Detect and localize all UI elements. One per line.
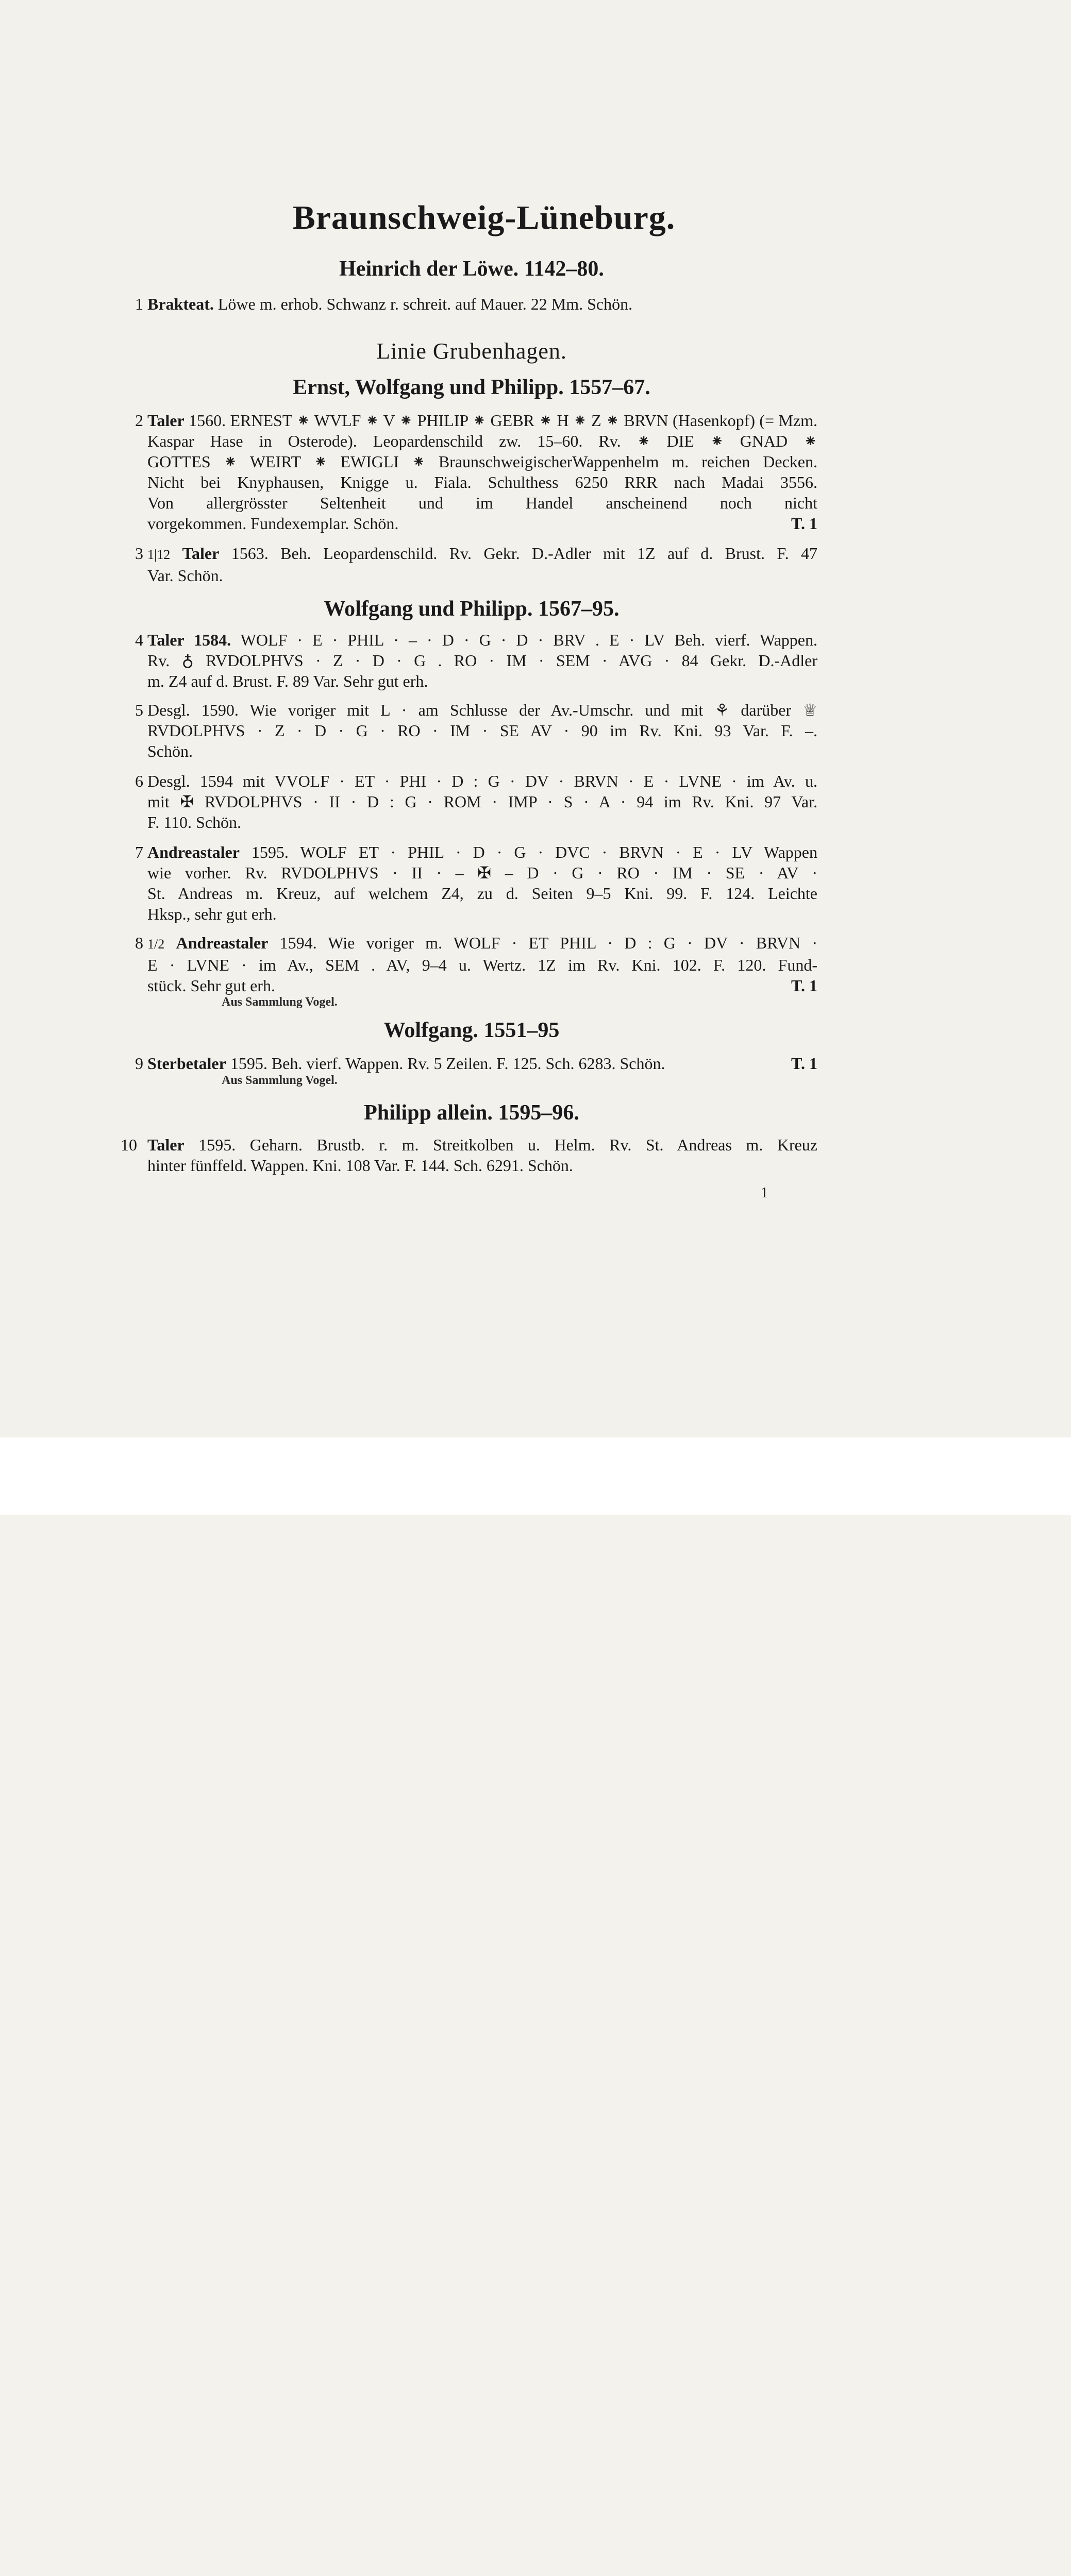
folio-number: 1: [761, 1185, 768, 1201]
catalog-entry-4: [118, 630, 817, 691]
catalog-entry-3: [118, 543, 817, 586]
entry-text: F. 110. Schön.: [147, 813, 242, 832]
entry-text: 1563. Beh. Leopardenschild. Rv. Gekr. D.-Adler mit 1Z auf d. Brust. F. 47: [231, 544, 818, 563]
entry-text: Kaspar Hase in Osterode). Leopardenschild zw. 15–60. Rv. ⁕ DIE ⁕ GNAD ⁕: [147, 432, 817, 450]
section-heading: Wolfgang. 1551–95: [383, 1019, 560, 1042]
entry-number: 6: [135, 772, 143, 790]
catalog-entry-5: [118, 700, 817, 761]
entry-number: 5: [135, 701, 143, 719]
entry-lead: Taler: [147, 1136, 185, 1154]
catalog-entry-9: [118, 1053, 817, 1074]
section-heading: Linie Grubenhagen.: [376, 338, 567, 364]
entry-text: mit ✠ RVDOLPHVS · II · D : G · ROM · IMP · S · A · 94 im Rv. Kni. 97 Var.: [147, 792, 817, 811]
catalog-entry-8: [118, 933, 817, 996]
section-heading: Philipp allein. 1595–96.: [364, 1101, 579, 1125]
fraction: 1|12: [147, 547, 171, 562]
entry-text: 1594. Wie voriger m. WOLF · ET PHIL · D : G · DV · BRVN ·: [279, 934, 818, 952]
entry-lead: Brakteat.: [147, 295, 214, 313]
entry-text: 1560. ERNEST ⁕ WVLF ⁕ V ⁕ PHILIP ⁕ GEBR ⁕ H ⁕ Z ⁕ BRVN (Hasenkopf) (= Mzm.: [189, 411, 818, 430]
section-heading: Ernst, Wolfgang und Philipp. 1557–67.: [293, 376, 650, 399]
entry-text: m. Z4 auf d. Brust. F. 89 Var. Sehr gut erh.: [147, 672, 428, 690]
entry-text: Var. Schön.: [147, 566, 223, 585]
entry-number: 7: [135, 843, 143, 861]
entry-lead: Taler: [147, 411, 185, 430]
entry-text: Nicht bei Knyphausen, Knigge u. Fiala. Schulthess 6250 RRR nach Madai 3556.: [147, 473, 817, 492]
section-heading: Heinrich der Löwe. 1142–80.: [339, 257, 604, 281]
section-heading: Wolfgang und Philipp. 1567–95.: [324, 597, 620, 621]
entry-lead: Sterbetaler: [147, 1054, 226, 1073]
entry-text: Desgl. 1594 mit VVOLF · ET · PHI · D : G · DV · BRVN · E · LVNE · im Av. u.: [147, 772, 817, 790]
entry-text: Von allergrösster Seltenheit und im Handel anscheinend noch nicht: [147, 494, 817, 512]
entry-text: vorgekommen. Fundexemplar. Schön.: [147, 514, 399, 533]
catalog-entry-1: [118, 294, 817, 314]
entry-lead: Taler 1584.: [147, 631, 231, 649]
entry-text: wie vorher. Rv. RVDOLPHVS · II · – ✠ – D · G · RO · IM · SE · AV ·: [147, 863, 817, 882]
provenance-note: Aus Sammlung Vogel.: [222, 995, 338, 1009]
catalog-entry-6: [118, 771, 817, 833]
entry-number: 1: [135, 295, 143, 313]
entry-number: 9: [135, 1054, 143, 1073]
entry-text: 1595. Geharn. Brustb. r. m. Streitkolben u. Helm. Rv. St. Andreas m. Kreuz: [198, 1136, 818, 1154]
entry-text: 1595. Beh. vierf. Wappen. Rv. 5 Zeilen. F. 125. Sch. 6283. Schön.: [230, 1054, 665, 1073]
entry-text: E · LVNE · im Av., SEM . AV, 9–4 u. Wertz. 1Z im Rv. Kni. 102. F. 120. Fund-: [147, 956, 817, 974]
entry-lead: Taler: [182, 544, 220, 563]
catalog-entry-10: [118, 1134, 817, 1176]
plate-reference: T. 1: [791, 1054, 817, 1073]
entry-text: stück. Sehr gut erh.: [147, 976, 275, 995]
provenance-note: Aus Sammlung Vogel.: [222, 1074, 338, 1087]
entry-text: Hksp., sehr gut erh.: [147, 905, 277, 923]
entry-text: WOLF · E · PHIL · – · D · G · D · BRV . E · LV Beh. vierf. Wappen.: [240, 631, 818, 649]
entry-number: 4: [135, 631, 143, 649]
entry-number: 3: [135, 544, 143, 563]
entry-text: Rv. ♁ RVDOLPHVS · Z · D · G . RO · IM · SEM · AVG · 84 Gekr. D.-Adler: [147, 651, 817, 670]
entry-text: RVDOLPHVS · Z · D · G · RO · IM · SE AV · 90 im Rv. Kni. 93 Var. F. –.: [147, 721, 817, 740]
entry-lead: Andreastaler: [176, 934, 269, 952]
entry-text: GOTTES ⁕ WEIRT ⁕ EWIGLI ⁕ BraunschweigischerWappenhelm m. reichen Decken.: [147, 452, 817, 471]
entry-lead: Andreastaler: [147, 843, 240, 861]
page-title: Braunschweig-Lüneburg.: [292, 199, 676, 236]
entry-text: St. Andreas m. Kreuz, auf welchem Z4, zu d. Seiten 9–5 Kni. 99. F. 124. Leichte: [147, 884, 817, 903]
catalog-entry-7: [118, 842, 817, 924]
viewer-footer: [0, 1437, 1071, 1515]
entry-number: 10: [121, 1136, 137, 1154]
entry-text: Löwe m. erhob. Schwanz r. schreit. auf Mauer. 22 Mm. Schön.: [217, 295, 633, 313]
plate-reference: T. 1: [791, 976, 817, 995]
fraction: 1/2: [147, 937, 165, 952]
entry-text: Schön.: [147, 742, 193, 760]
entry-number: 2: [135, 411, 143, 430]
entry-text: 1595. WOLF ET · PHIL · D · G · DVC · BRVN · E · LV Wappen: [251, 843, 818, 861]
entry-number: 8: [135, 934, 143, 952]
entry-text: hinter fünffeld. Wappen. Kni. 108 Var. F. 144. Sch. 6291. Schön.: [147, 1156, 573, 1175]
plate-reference: T. 1: [791, 514, 817, 533]
entry-text: Desgl. 1590. Wie voriger mit L · am Schlusse der Av.-Umschr. und mit ⚘ darüber ♕: [147, 701, 817, 719]
catalog-entry-2: [118, 410, 817, 534]
